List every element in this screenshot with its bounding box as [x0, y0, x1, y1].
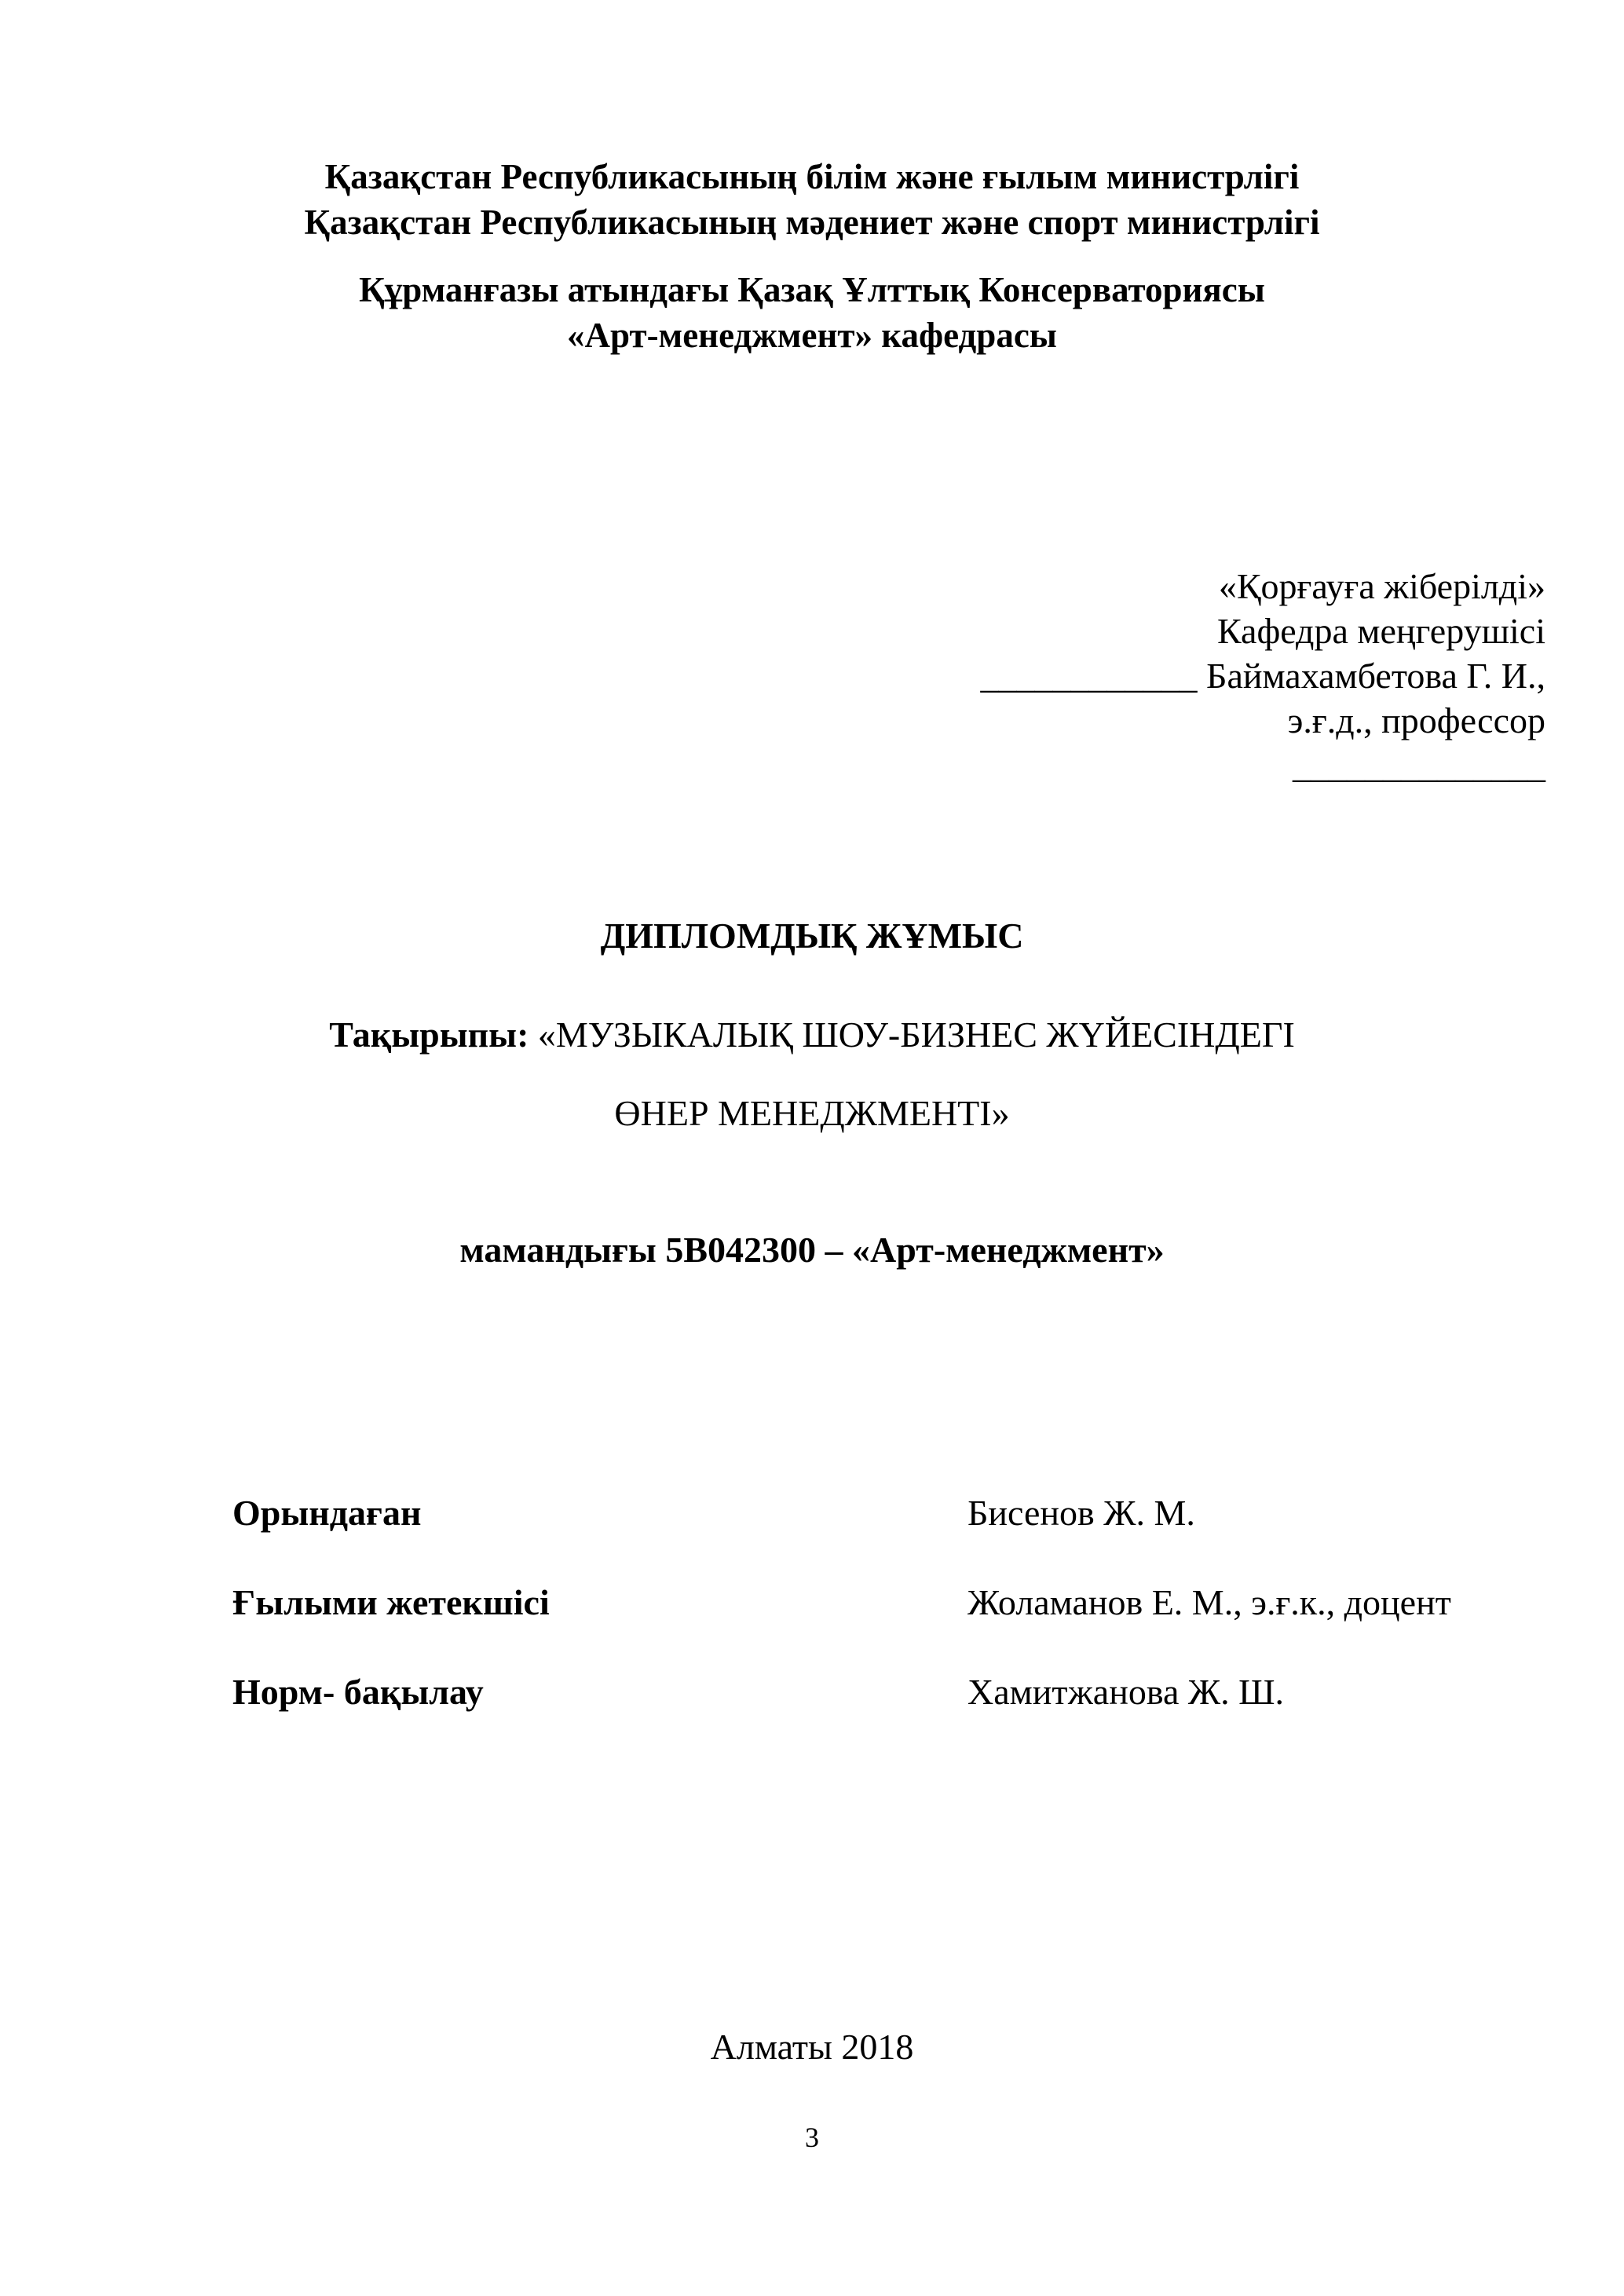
role-label: Орындаған — [232, 1493, 422, 1533]
approval-block — [981, 564, 1545, 788]
document-type-title — [0, 912, 1624, 960]
specialty-text: мамандығы 5В042300 – «Арт-менеджмент» — [459, 1230, 1165, 1270]
topic-text-1: «МУЗЫКАЛЫҚ ШОУ-БИЗНЕС ЖҮЙЕСІНДЕГІ — [537, 1015, 1295, 1055]
city-year — [0, 2024, 1624, 2071]
specialty-block — [0, 1227, 1624, 1274]
role-value: Бисенов Ж. М. — [967, 1493, 1195, 1533]
roles-table — [232, 1492, 1567, 1760]
approval-head-title: Кафедра меңгерушісі — [1216, 611, 1545, 651]
topic-line-1 — [0, 996, 1624, 1074]
approval-date-line: ______________ — [1293, 745, 1545, 785]
city-year-text: Алматы 2018 — [710, 2027, 914, 2067]
ministry-culture: Қазақстан Республикасының мәдениет және спорт министрлігі — [304, 203, 1320, 242]
approval-head-degree: э.ғ.д., профессор — [1287, 700, 1545, 740]
document-type: ДИПЛОМДЫҚ ЖҰМЫС — [600, 916, 1024, 956]
topic-block — [0, 996, 1624, 1153]
conservatory-name: Құрманғазы атындағы Қазақ Ұлттық Консерваториясы — [359, 270, 1265, 309]
approval-head-signature: ____________ Баймахамбетова Г. И., — [980, 656, 1545, 696]
role-value: Жоламанов Е. М., э.ғ.к., доцент — [967, 1582, 1451, 1622]
page-number-text: 3 — [805, 2122, 819, 2153]
department-name: «Арт-менеджмент» кафедрасы — [567, 316, 1057, 355]
approval-admitted: «Қорғауға жіберілді» — [1218, 566, 1545, 606]
role-label: Ғылыми жетекшісі — [232, 1582, 550, 1622]
role-row — [232, 1671, 1567, 1760]
role-row — [232, 1492, 1567, 1581]
role-value: Хамитжанова Ж. Ш. — [967, 1672, 1284, 1712]
topic-text-2: ӨНЕР МЕНЕДЖМЕНТІ» — [614, 1093, 1010, 1133]
page-number — [0, 2120, 1624, 2155]
institution-header — [0, 154, 1624, 358]
header-spacer — [0, 245, 1624, 267]
role-label: Норм- бақылау — [232, 1672, 484, 1712]
role-row — [232, 1581, 1567, 1671]
topic-label: Тақырыпы: — [329, 1015, 529, 1055]
ministry-education: Қазақстан Республикасының білім және ғылым министрлігі — [324, 157, 1300, 196]
